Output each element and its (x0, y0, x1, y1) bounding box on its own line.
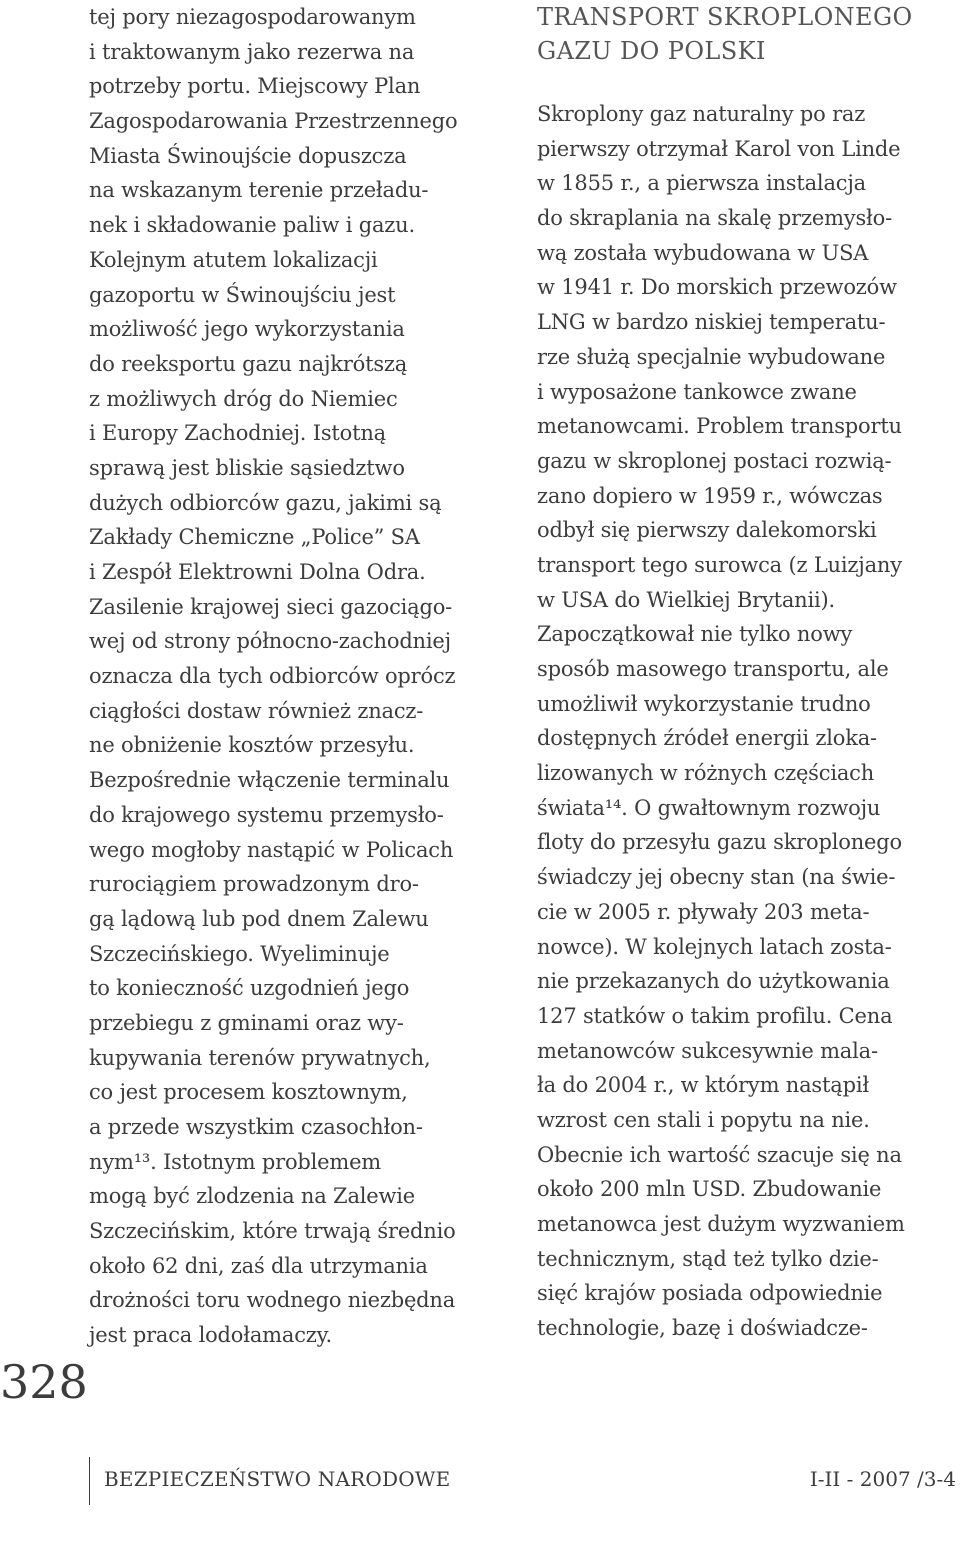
text-line: nek i składowanie paliw i gazu. (89, 213, 415, 238)
text-line: około 62 dni, zaś dla utrzymania (89, 1253, 428, 1278)
text-line: kupywania terenów prywatnych, (89, 1045, 431, 1070)
text-line: Miasta Świnoujście dopuszcza (89, 143, 407, 168)
text-line: rze służą specjalnie wybudowane (537, 344, 886, 369)
text-line: do krajowego systemu przemysło- (89, 802, 444, 827)
text-line: lizowanych w różnych częściach (537, 761, 875, 786)
text-line: jest praca lodołamaczy. (89, 1323, 332, 1348)
text-line: umożliwił wykorzystanie trudno (537, 691, 871, 716)
text-line: floty do przesyłu gazu skroplonego (537, 830, 902, 855)
text-line: tej pory niezagospodarowanym (89, 5, 416, 29)
text-line: oznacza dla tych odbiorców oprócz (89, 664, 456, 689)
text-line: odbył się pierwszy dalekomorski (537, 518, 877, 543)
text-line: Skroplony gaz naturalny po raz (537, 102, 866, 126)
text-line: możliwość jego wykorzystania (89, 317, 405, 342)
footer-journal-title: BEZPIECZEŃSTWO NARODOWE (104, 1467, 451, 1491)
text-line: Bezpośrednie włączenie terminalu (89, 768, 450, 793)
text-line: nym¹³. Istotnym problemem (89, 1149, 382, 1174)
text-line: transport tego surowca (z Luizjany (537, 552, 902, 577)
text-line: nowce). W kolejnych latach zosta- (537, 934, 892, 959)
text-line: mogą być zlodzenia na Zalewie (89, 1184, 416, 1209)
text-line: 127 statków o takim profilu. Cena (537, 1003, 893, 1028)
text-line: Kolejnym atutem lokalizacji (89, 247, 378, 272)
text-line: świata¹⁴. O gwałtownym rozwoju (537, 795, 881, 820)
left-text-column (89, 0, 534, 1353)
heading-line: TRANSPORT SKROPLONEGO (537, 3, 913, 31)
heading-line: GAZU DO POLSKI (537, 37, 766, 65)
text-line: na wskazanym terenie przeładu- (89, 178, 429, 203)
text-line: około 200 mln USD. Zbudowanie (537, 1177, 882, 1202)
right-body-text (537, 97, 957, 1346)
text-line: do reeksportu gazu najkrótszą (89, 351, 408, 376)
text-line: w USA do Wielkiej Brytanii). (537, 587, 835, 612)
text-line: sięć krajów posiada odpowiednie (537, 1281, 883, 1306)
text-line: zano dopiero w 1959 r., wówczas (537, 483, 883, 508)
text-line: Obecnie ich wartość szacuje się na (537, 1142, 902, 1167)
text-line: Zapoczątkował nie tylko nowy (537, 622, 853, 647)
text-line: technicznym, stąd też tylko dzie- (537, 1246, 879, 1271)
text-line: to konieczność uzgodnień jego (89, 976, 410, 1001)
text-line: świadczy jej obecny stan (na świe- (537, 865, 896, 890)
text-line: metanowca jest dużym wyzwaniem (537, 1212, 905, 1236)
text-line: Zakłady Chemiczne „Police” SA (89, 525, 420, 550)
text-line: gazoportu w Świnoujściu jest (89, 282, 396, 307)
text-line: gą lądową lub pod dnem Zalewu (89, 906, 429, 931)
text-line: przebiegu z gminami oraz wy- (89, 1010, 404, 1035)
text-line: technologie, bazę i doświadcze- (537, 1316, 868, 1341)
text-line: i Zespół Elektrowni Dolna Odra. (89, 560, 426, 584)
text-line: nie przekazanych do użytkowania (537, 969, 890, 994)
text-line: dużych odbiorców gazu, jakimi są (89, 490, 442, 515)
text-line: sposób masowego transportu, ale (537, 657, 889, 681)
text-line: sprawą jest bliskie sąsiedztwo (89, 455, 405, 480)
page-number: 328 (0, 1355, 88, 1409)
text-line: i wyposażone tankowce zwane (537, 379, 857, 404)
right-text-column (537, 0, 957, 1346)
text-line: drożności toru wodnego niezbędna (89, 1288, 456, 1313)
text-line: wej od strony północno-zachodniej (89, 629, 451, 654)
text-line: Zagospodarowania Przestrzennego (89, 109, 458, 134)
text-line: Zasilenie krajowej sieci gazociągo- (89, 594, 453, 619)
section-heading (537, 0, 957, 68)
text-line: ne obniżenie kosztów przesyłu. (89, 733, 415, 758)
text-line: metanowcami. Problem transportu (537, 414, 902, 439)
text-line: i traktowanym jako rezerwa na (89, 39, 415, 64)
text-line: w 1855 r., a pierwsza instalacja (537, 171, 866, 196)
text-line: i Europy Zachodniej. Istotną (89, 421, 386, 446)
text-line: wzrost cen stali i popytu na nie. (537, 1107, 870, 1132)
text-line: rurociągiem prowadzonym dro- (89, 872, 419, 897)
text-line: ła do 2004 r., w którym nastąpił (537, 1073, 869, 1098)
text-line: metanowców sukcesywnie mala- (537, 1038, 878, 1063)
text-line: Szczecińskiego. Wyeliminuje (89, 941, 390, 966)
text-line: a przede wszystkim czasochłon- (89, 1115, 423, 1139)
text-line: gazu w skroplonej postaci rozwią- (537, 448, 892, 473)
text-line: pierwszy otrzymał Karol von Linde (537, 136, 901, 161)
text-line: LNG w bardzo niskiej temperatu- (537, 310, 886, 335)
text-line: w 1941 r. Do morskich przewozów (537, 275, 897, 300)
text-line: dostępnych źródeł energii zloka- (537, 726, 877, 751)
text-line: do skraplania na skalę przemysło- (537, 206, 892, 231)
text-line: wego mogłoby nastąpić w Policach (89, 837, 454, 862)
text-line: Szczecińskim, które trwają średnio (89, 1219, 456, 1244)
text-line: ciągłości dostaw również znacz- (89, 698, 424, 723)
text-line: z możliwych dróg do Niemiec (89, 386, 398, 411)
text-line: co jest procesem kosztownym, (89, 1080, 408, 1105)
text-line: potrzeby portu. Miejscowy Plan (89, 74, 421, 99)
text-line: wą została wybudowana w USA (537, 240, 869, 265)
text-line: cie w 2005 r. pływały 203 meta- (537, 899, 870, 924)
footer-divider (89, 1457, 90, 1505)
footer-issue-number: I-II - 2007 /3-4 (809, 1467, 956, 1491)
